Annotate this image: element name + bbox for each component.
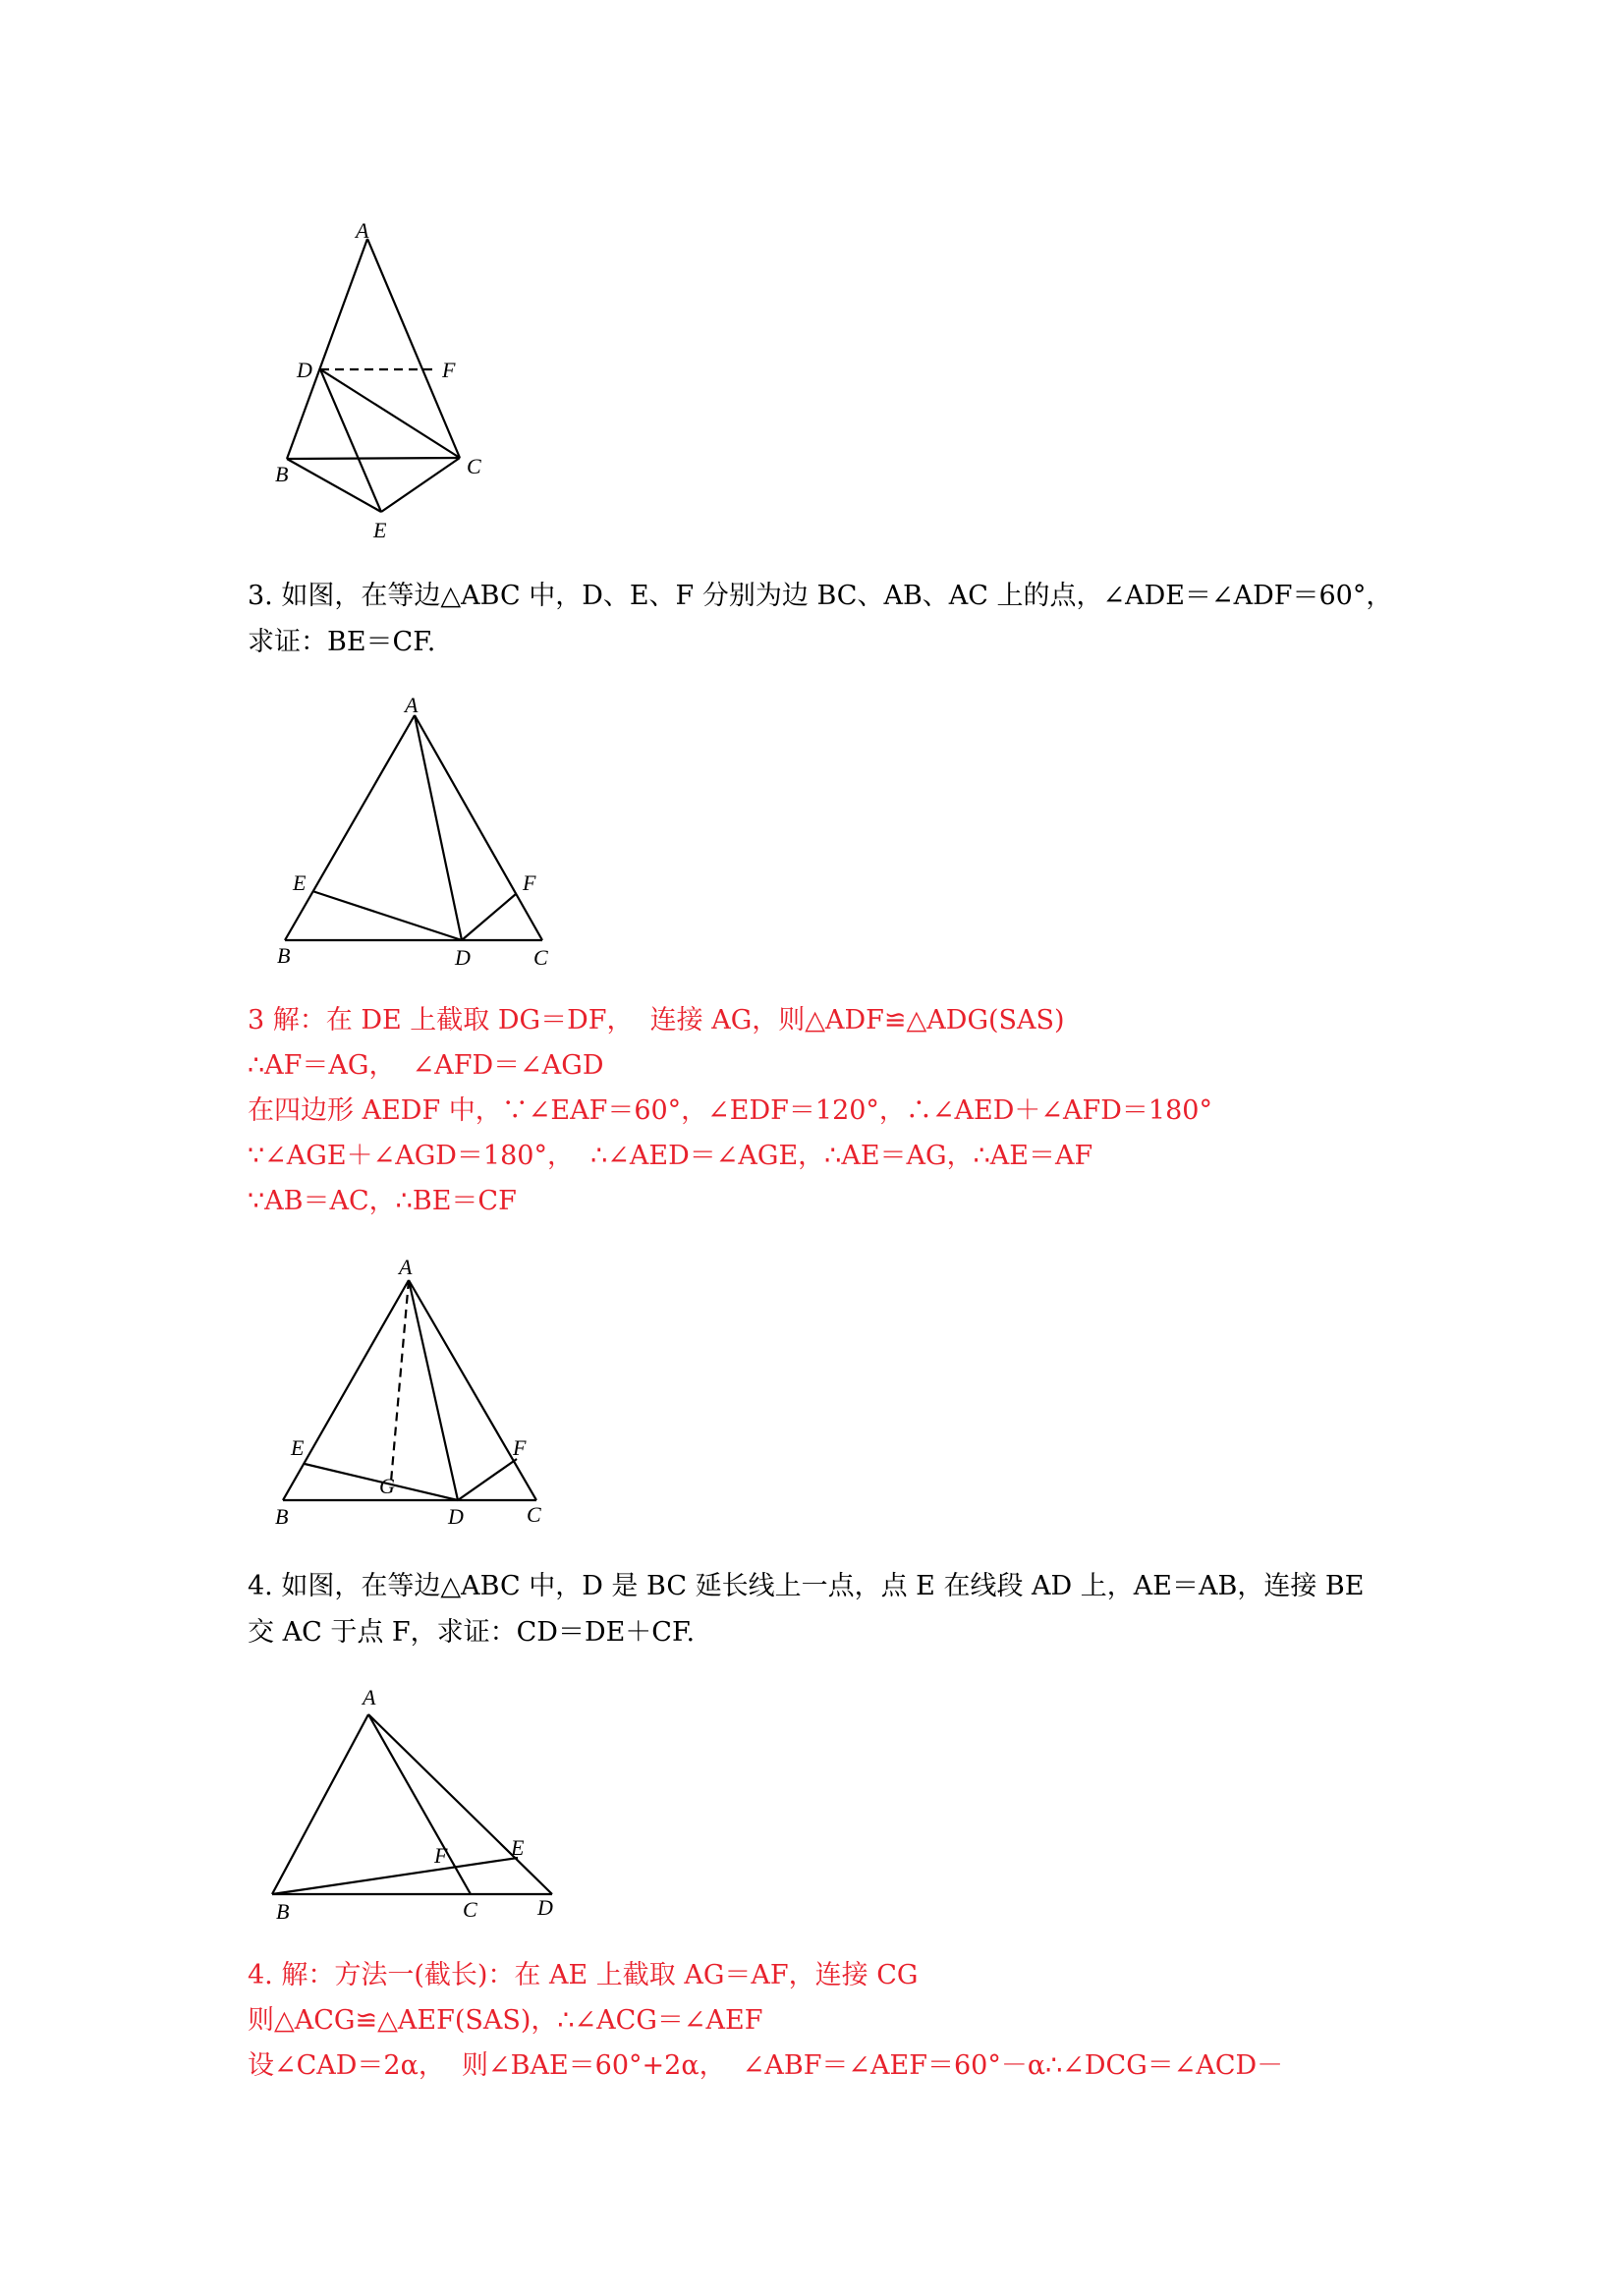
- solution-3-line-4: ∵∠AGE＋∠AGD＝180°， ∴∠AED＝∠AGE，∴AE＝AG，∴AE＝AF: [248, 1141, 1093, 1171]
- fig2-label-b: B: [277, 943, 291, 968]
- solution-3-line-2: ∴AF＝AG， ∠AFD＝∠AGD: [248, 1050, 604, 1081]
- solution-4-line-1: 4. 解：方法一(截长)：在 AE 上截取 AG＝AF，连接 CG: [248, 1960, 919, 1990]
- figure-3: [265, 1253, 580, 1538]
- solution-4-line-2: 则△ACG≌△AEF(SAS)，∴∠ACG＝∠AEF: [248, 2005, 763, 2036]
- fig3-label-e: E: [291, 1435, 305, 1460]
- fig2-label-c: C: [533, 945, 548, 970]
- problem-3-text-line-1: 3. 如图，在等边△ABC 中，D、E、F 分别为边 BC、AB、AC 上的点，∠ADE＝∠ADF＝60°，: [248, 581, 1393, 611]
- fig3-label-f: F: [513, 1435, 527, 1460]
- fig3-label-g: G: [379, 1474, 395, 1498]
- fig4-label-f: F: [434, 1843, 448, 1868]
- problem-4-text-line-2: 交 AC 于点 F，求证：CD＝DE＋CF.: [248, 1617, 696, 1648]
- fig2-label-a: A: [405, 693, 419, 717]
- fig1-label-c: C: [467, 454, 481, 478]
- problem-3-text-line-2: 求证：BE＝CF.: [248, 627, 436, 657]
- fig1-label-f: F: [442, 358, 456, 382]
- fig1-label-b: B: [275, 462, 289, 486]
- fig2-label-d: D: [455, 945, 471, 970]
- fig4-label-c: C: [463, 1897, 477, 1922]
- fig1-label-a: A: [356, 218, 369, 243]
- fig3-label-b: B: [275, 1504, 289, 1529]
- solution-3-line-3: 在四边形 AEDF 中，∵∠EAF＝60°，∠EDF＝120°，∴∠AED＋∠AFD＝180°: [248, 1095, 1212, 1126]
- fig2-label-f: F: [523, 870, 536, 895]
- figure-2: [265, 688, 580, 973]
- fig3-label-d: D: [448, 1504, 464, 1529]
- solution-4-line-3: 设∠CAD＝2α， 则∠BAE＝60°+2α， ∠ABF＝∠AEF＝60°－α∴∠DCG＝∠ACD－: [248, 2050, 1284, 2081]
- figure-4: [260, 1680, 585, 1935]
- fig1-label-e: E: [373, 518, 387, 542]
- fig3-label-c: C: [527, 1502, 541, 1527]
- fig4-label-d: D: [537, 1895, 553, 1920]
- figure-1: [265, 218, 501, 545]
- problem-4-text-line-1: 4. 如图，在等边△ABC 中，D 是 BC 延长线上一点，点 E 在线段 AD 上，AE＝AB，连接 BE: [248, 1571, 1365, 1601]
- fig4-label-b: B: [276, 1899, 290, 1924]
- fig1-label-d: D: [297, 358, 312, 382]
- fig2-label-e: E: [293, 870, 307, 895]
- fig4-label-a: A: [363, 1685, 376, 1709]
- solution-3-line-1: 3 解：在 DE 上截取 DG＝DF， 连接 AG，则△ADF≌△ADG(SAS): [248, 1005, 1065, 1036]
- fig3-label-a: A: [399, 1255, 413, 1279]
- solution-3-line-5: ∵AB＝AC，∴BE＝CF: [248, 1186, 517, 1216]
- fig4-label-e: E: [511, 1835, 525, 1860]
